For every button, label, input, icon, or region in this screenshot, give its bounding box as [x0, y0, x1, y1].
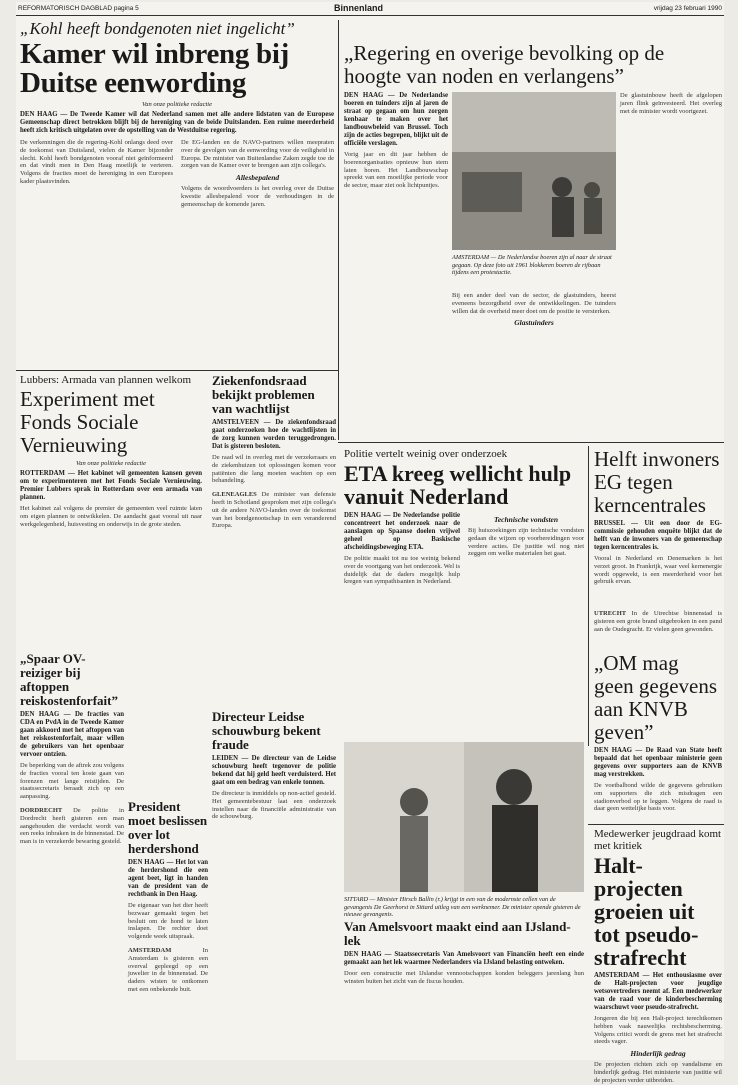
- paper-name: REFORMATORISCH DAGBLAD pagina 5: [18, 5, 139, 12]
- article-lead: DEN HAAG — Staatssecretaris Van Amelsvoort van Financiën heeft een einde gemaakt aan het lek waarmee Nederlanders via IJsland belasting ontweken.: [344, 951, 584, 966]
- article-body: Jongeren die bij een Halt-project terechtkomen hebben vaak nauwelijks rechtsbescherming. Volgens critici wordt de grens met het strafrecht steeds vager.: [594, 1015, 722, 1046]
- news-brief: [20, 807, 124, 846]
- news-brief: [128, 947, 208, 994]
- brief-dateline: AMSTERDAM: [128, 946, 172, 954]
- article-lead: BRUSSEL — Uit een door de EG-commissie gehouden enquête blijkt dat de helft van de inwoners van de gemeenschap tegen kerncentrales is.: [594, 520, 722, 551]
- article-body: Bij een ander deel van de sector, de glastuinders, heerst eveneens bezorgdheid over de ontwikkelingen. De tuinders willen dat de overheid meer doet om de positie te versterken.: [452, 292, 616, 315]
- article-lead: DEN HAAG — De Raad van State heeft bepaald dat het openbaar ministerie geen gegevens over supporters aan de KNVB mag verstrekken.: [594, 747, 722, 778]
- article-headline: Ziekenfondsraad bekijkt problemen van wachtlijst: [212, 373, 315, 416]
- article-kicker: „Kohl heeft bondgenoten niet ingelicht”: [20, 19, 295, 38]
- article-headline: Van Amelsvoort maakt eind aan IJsland-lek: [344, 919, 571, 948]
- article-headline: „OM mag geen gegevens aan KNVB geven”: [594, 651, 718, 744]
- article-ijsland: [344, 920, 584, 1050]
- page-header: [16, 2, 724, 16]
- article-spaar: [20, 652, 124, 1052]
- article-kamer: [20, 20, 334, 366]
- article-helft: [594, 448, 722, 608]
- photo-minister-caption: [344, 896, 584, 916]
- article-regering-lead: [344, 92, 448, 257]
- article-lead: LEIDEN — De directeur van de Leidse schouwburg heeft tegenover de politie bekend dat hij geld heeft verduisterd. Het gaat om een bedrag van enkele tonnen.: [212, 755, 336, 786]
- article-kicker: Lubbers: Armada van plannen welkom: [20, 374, 192, 386]
- section-name: Binnenland: [334, 3, 383, 13]
- news-brief: [594, 610, 722, 650]
- photo-caption: SITTARD — Minister Hirsch Ballin (r.) krijgt in een van de modernste cellen van de gevangenis De Geerhorst in Sittard uitleg van een werknemer. De minister opende gisteren de nieuwe gevangenis.: [344, 896, 581, 918]
- section-rule: [588, 824, 724, 825]
- newspaper-page: [16, 2, 724, 1084]
- brief-body: In Amsterdam is gisteren een overval gepleegd op een juwelier in de binnenstad. De daders wisten te ontkomen met een onbekende buit.: [128, 946, 208, 993]
- article-lead: DEN HAAG — De Nederlandse boeren en tuinders zijn al jaren de straat op gegaan om hun zorgen kenbaar te maken over het landbouwbeleid van Brussel. Toch zijn de acties begrepen, blijkt uit de officiële verslagen.: [344, 92, 448, 147]
- column-rule: [588, 446, 589, 746]
- article-lubbers: [20, 374, 202, 644]
- article-body: De verkenningen die de regering-Kohl onlangs deed over de toekomst van Duitsland, vielen de Kamer bijzonder slecht. Kohl heeft bondgenoten vooraf niet geïnformeerd en dat vindt men in Den Haag moeilijk te verteren. Volgens de fracties moet de hereniging in een Europees kader plaatsvinden.: [20, 139, 173, 185]
- article-body: De directeur is inmiddels op non-actief gesteld. Het gemeentebestuur laat een onderzoek instellen naar de financiële administratie van de schouwburg.: [212, 790, 336, 821]
- article-headline: Directeur Leidse schouwburg bekent fraude: [212, 709, 321, 752]
- article-regering-col3: [620, 92, 722, 402]
- article-body: Vorig jaar en dit jaar hebben de boerenorganisaties opnieuw hun stem laten horen. Het Landbouwschap spreekt van een moeilijke periode voor de sector, maar ziet ook lichtpuntjes.: [344, 151, 448, 190]
- article-headline: „Regering en overige bevolking op de hoogte van noden en verlangens”: [344, 41, 665, 88]
- article-lead: DEN HAAG — De fracties van CDA en PvdA in de Tweede Kamer gaan akkoord met het aftoppen van het reiskostenforfait, maar willen de gebruikers van het openbaar vervoer ontzien.: [20, 711, 124, 758]
- news-brief: [212, 491, 336, 530]
- article-headline: ETA kreeg wellicht hulp vanuit Nederland: [344, 461, 572, 509]
- article-body: De projecten richten zich op vandalisme en hinderlijk gedrag. Het ministerie van justitie wil de projecten verder uitbreiden.: [594, 1061, 722, 1084]
- photo-minister: [344, 742, 584, 892]
- article-body: De beperking van de aftrek zou volgens de fracties vooral ten koste gaan van forenzen met lange reistijden. De staatssecretaris beraadt zich op een aanpassing.: [20, 762, 124, 801]
- article-body: De glastuinbouw heeft de afgelopen jaren flink geïnvesteerd. Het overleg met de minister wordt voortgezet.: [620, 92, 722, 115]
- article-headline: Halt-projecten groeien uit tot pseudo-strafrecht: [594, 853, 699, 970]
- brief-body: De minister van defensie heeft in Schotland gesproken met zijn collega's uit de andere NAVO-landen over de toekomst van het bondgenootschap in een veranderend Europa.: [212, 491, 337, 530]
- section-rule: [338, 442, 724, 443]
- photo-farmers: [452, 92, 616, 250]
- article-headline: Helft inwoners EG tegen kerncentrales: [594, 447, 720, 517]
- section-rule: [16, 370, 338, 371]
- article-byline: Van onze politieke redactie: [76, 460, 146, 467]
- article-lead: DEN HAAG — De Nederlandse politie concentreert het onderzoek naar de aanslagen op Spaanse doelen vrijwel geheel op Baskische afscheidingsbeweging ETA.: [344, 512, 460, 551]
- article-eta: [344, 448, 584, 698]
- article-regering-body: [452, 292, 616, 440]
- article-directeur: [212, 710, 336, 910]
- article-body: Bij huiszoekingen zijn technische vondsten gedaan die wijzen op voorbereidingen voor verdere acties. De justitie wil nog niet zeggen om welke materialen het gaat.: [468, 527, 584, 558]
- article-president: [128, 800, 208, 1050]
- brief-dateline: DORDRECHT: [20, 806, 63, 814]
- article-body: De politie maakt tot nu toe weinig bekend over de voortgang van het onderzoek. Wel is duidelijk dat de daders mogelijk hulp kregen van sympathisanten in Nederland.: [344, 555, 460, 586]
- article-byline: Van onze politieke redactie: [142, 101, 212, 108]
- article-body: De eigenaar van het dier heeft bezwaar gemaakt tegen het besluit om de hond te laten inslapen. De rechter doet volgende week uitspraak.: [128, 902, 208, 941]
- brief-body: De politie in Dordrecht heeft gisteren een man aangehouden die verdacht wordt van een reeks inbraken in de binnenstad. De man is in verzekerde bewaring gesteld.: [20, 806, 124, 846]
- article-kicker: Medewerker jeugdraad komt met kritiek: [594, 828, 722, 852]
- article-body: De raad wil in overleg met de verzekeraars en de ziekenhuizen tot oplossingen komen voor patiënten die lang moeten wachten op een behandeling.: [212, 454, 336, 485]
- article-lead: DEN HAAG — Het lot van de herdershond die een agent beet, ligt in handen van de president van de rechtbank in Den Haag.: [128, 859, 208, 898]
- photo-minister-image: [344, 742, 584, 892]
- photo-caption: AMSTERDAM — De Nederlandse boeren zijn al naar de straat gegaan. Op deze foto uit 1961 blokkeren boeren de rijbaan tijdens een protestactie.: [452, 254, 612, 276]
- article-halt: [594, 828, 722, 1084]
- article-regering-headline: [344, 41, 722, 88]
- article-lead: AMSTERDAM — Het enthousiasme over de Halt-projecten voor jeugdige wetsovertreders neemt af. Een medewerker van de raad voor de kinderbescherming waarschuwt voor pseudo-strafrecht.: [594, 972, 722, 1011]
- article-body: De EG-landen en de NAVO-partners willen meepraten over de gevolgen van de eenwording voor de veiligheid in Europa. De minister van Buitenlandse Zaken zegde toe de zorgen van de Kamer over te brengen aan zijn collega's.: [181, 139, 334, 170]
- article-body: Door een constructie met IJslandse vennootschappen konden beleggers jarenlang hun winsten buiten het zicht van de fiscus houden.: [344, 970, 584, 985]
- article-om: [594, 652, 722, 822]
- brief-dateline: UTRECHT: [594, 610, 627, 617]
- article-subheading: Glastuinders: [514, 318, 554, 328]
- column-rule: [338, 20, 339, 440]
- article-lead: AMSTELVEEN — De ziekenfondsraad gaat onderzoeken hoe de wachtlijsten in de zorg kunnen worden teruggedrongen. Dat is gisteren besloten.: [212, 419, 336, 450]
- article-headline: Kamer wil inbreng bij Duitse eenwording: [20, 38, 289, 99]
- article-subheading: Allesbepalend: [235, 173, 280, 183]
- article-body: Vooral in Nederland en Denemarken is het verzet groot. In Frankrijk, waar veel kernenergie wordt opgewekt, is een meerderheid voor het gebruik ervan.: [594, 555, 722, 586]
- photo-farmers-caption: [452, 254, 616, 286]
- article-kicker: Politie vertelt weinig over onderzoek: [344, 448, 508, 460]
- brief-dateline: GLENEAGLES: [212, 491, 257, 499]
- brief-body: In de Utrechtse binnenstad is gisteren een grote brand uitgebroken in een pand aan de Oudegracht. Er vielen geen gewonden.: [594, 610, 723, 633]
- issue-date: vrijdag 23 februari 1990: [653, 5, 722, 12]
- article-body: De voetbalbond wilde de gegevens gebruiken om supporters die zich misdragen een stadionverbod op te leggen. Volgens de raad is daar geen wettelijke basis voor.: [594, 782, 722, 813]
- article-headline: „Spaar OV-reiziger bij aftoppen reiskostenforfait”: [20, 651, 118, 708]
- article-ziekenfonds: [212, 374, 336, 704]
- article-subheading: Hinderlijk gedrag: [630, 1049, 686, 1059]
- article-headline: President moet beslissen over lot herdershond: [128, 799, 208, 856]
- article-body: Het kabinet zal volgens de premier de gemeenten veel ruimte laten om eigen plannen te ontwikkelen. De aandacht gaat vooral uit naar werkgelegenheid, huisvesting en onderwijs in de grote steden.: [20, 505, 202, 528]
- article-headline: Experiment met Fonds Sociale Vernieuwing: [20, 387, 155, 457]
- article-lead: DEN HAAG — De Tweede Kamer wil dat Nederland samen met alle andere lidstaten van de Europese Gemeenschap direct betrokken blijft bij de hereniging van de beide Duitslanden. Een ruime meerderheid heeft zich kritisch uitgelaten over de opstelling van de Westduitse regering.: [20, 111, 334, 134]
- photo-farmers-image: [452, 92, 616, 250]
- article-subheading: Technische vondsten: [493, 515, 559, 524]
- article-body: Volgens de woordvoerders is het overleg over de Duitse kwestie allesbepalend voor de verhoudingen in de gemeenschap de komende jaren.: [181, 185, 334, 208]
- article-lead: ROTTERDAM — Het kabinet wil gemeenten kansen geven om te experimenteren met het Fonds Sociale Vernieuwing. Premier Lubbers sprak in Rotterdam over een armada van plannen.: [20, 470, 202, 501]
